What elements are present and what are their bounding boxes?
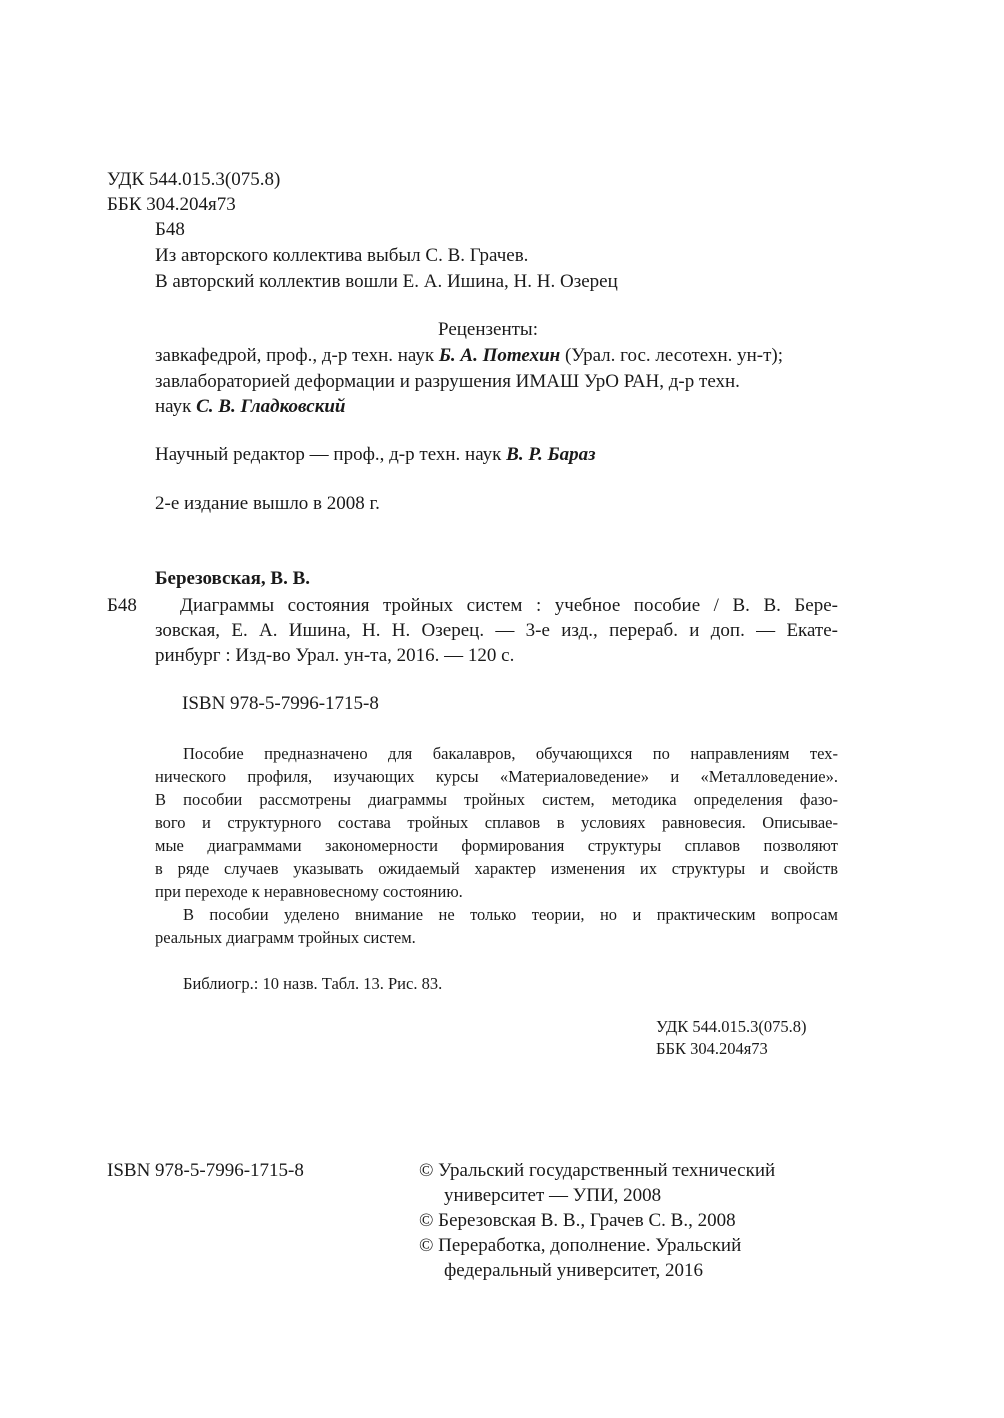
bbk-code: ББК 304.204я73 bbox=[107, 194, 236, 215]
reviewer-1-prefix: завкафедрой, проф., д-р техн. наук bbox=[155, 345, 439, 366]
abstract-p2-line-1: В пособии уделено внимание не только теории, но и практическим вопросам bbox=[183, 905, 838, 924]
class-bbk: ББК 304.204я73 bbox=[656, 1039, 768, 1058]
abstract-line-2: нического профиля, изучающих курсы «Материаловедение» и «Металловедение». bbox=[155, 767, 838, 786]
reviewer-2-line: завлабораторией деформации и разрушения ИМАШ УрО РАН, д-р техн. bbox=[155, 371, 740, 392]
footer-isbn: ISBN 978-5-7996-1715-8 bbox=[107, 1160, 304, 1181]
reviewer-2-prefix: наук bbox=[155, 396, 197, 417]
reviewer-1 bbox=[155, 344, 783, 368]
authorship-note-2: В авторский коллектив вошли Е. А. Ишина, Н. Н. Озерец bbox=[155, 271, 618, 292]
udk-code: УДК 544.015.3(075.8) bbox=[107, 169, 281, 190]
editor-prefix: Научный редактор — проф., д-р техн. наук bbox=[155, 444, 507, 465]
record-line-2: зовская, Е. А. Ишина, Н. Н. Озерец. — 3-е изд., перераб. и доп. — Екате- bbox=[155, 620, 838, 641]
abstract-line-6: в ряде случаев указывать ожидаемый характер изменения их структуры и свойств bbox=[155, 859, 838, 878]
reviewers-heading: Рецензенты: bbox=[438, 319, 538, 340]
copyright-1-line-2: университет — УПИ, 2008 bbox=[444, 1185, 662, 1206]
editor-name: В. Р. Бараз bbox=[506, 444, 596, 465]
reviewer-1-name: Б. А. Потехин bbox=[438, 345, 561, 366]
record-line-3: ринбург : Изд-во Урал. ун-та, 2016. — 120 с. bbox=[155, 645, 515, 666]
bibliography-note: Библиогр.: 10 назв. Табл. 13. Рис. 83. bbox=[183, 974, 443, 993]
reviewer-2 bbox=[155, 395, 345, 419]
scientific-editor bbox=[155, 443, 596, 467]
class-udk: УДК 544.015.3(075.8) bbox=[656, 1017, 807, 1036]
copyright-1-line-1: © Уральский государственный технический bbox=[419, 1160, 776, 1181]
abstract-line-5: мые диаграммами закономерности формирования структуры сплавов позволяют bbox=[155, 836, 838, 855]
reviewer-1-suffix: (Урал. гос. лесотехн. ун-т); bbox=[560, 345, 784, 366]
record-author: Березовская, В. В. bbox=[155, 568, 311, 589]
authorship-note-1: Из авторского коллектива выбыл С. В. Грачев. bbox=[155, 245, 529, 266]
author-mark: Б48 bbox=[155, 219, 185, 240]
edition-note: 2-е издание вышло в 2008 г. bbox=[155, 493, 380, 514]
copyright-3-line-2: федеральный университет, 2016 bbox=[444, 1260, 704, 1281]
copyright-2: © Березовская В. В., Грачев С. В., 2008 bbox=[419, 1210, 736, 1231]
record-isbn: ISBN 978-5-7996-1715-8 bbox=[182, 693, 379, 714]
abstract-line-7: при переходе к неравновесному состоянию. bbox=[155, 882, 463, 901]
abstract-p2-line-2: реальных диаграмм тройных систем. bbox=[155, 928, 416, 947]
record-code: Б48 bbox=[107, 595, 137, 616]
record-line-1: Диаграммы состояния тройных систем : учебное пособие / В. В. Бере- bbox=[180, 595, 838, 616]
copyright-3-line-1: © Переработка, дополнение. Уральский bbox=[419, 1235, 742, 1256]
abstract-line-4: вого и структурного состава тройных сплавов в условиях равновесия. Описывае- bbox=[155, 813, 838, 832]
abstract-line-3: В пособии рассмотрены диаграммы тройных систем, методика определения фазо- bbox=[155, 790, 838, 809]
reviewer-2-name: С. В. Гладковский bbox=[196, 396, 346, 417]
abstract-line-1: Пособие предназначено для бакалавров, обучающихся по направлениям тех- bbox=[183, 744, 838, 763]
